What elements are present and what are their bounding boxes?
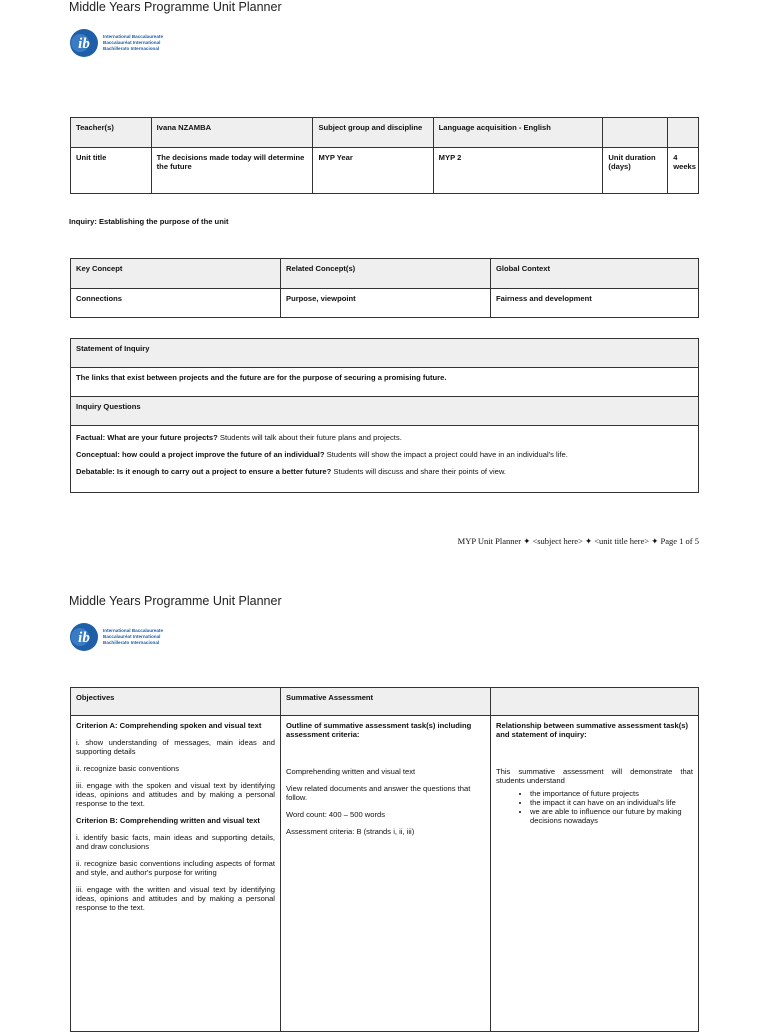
criterion-a-ii: ii. recognize basic conventions <box>76 764 179 773</box>
unit-title-value: The decisions made today will determine the future <box>151 148 313 194</box>
unit-info-table <box>70 117 699 194</box>
key-concept-value: Connections <box>71 289 281 318</box>
page-footer: MYP Unit Planner ✦ <subject here> ✦ <unit title here> ✦ Page 1 of 5 <box>457 536 699 546</box>
myp-year-value: MYP 2 <box>433 148 603 194</box>
duration-label: Unit duration (days) <box>603 148 668 194</box>
key-concept-label: Key Concept <box>71 259 281 289</box>
page-title: Middle Years Programme Unit Planner <box>69 594 282 608</box>
logo-text-line1: International Baccalaureate <box>103 34 163 39</box>
outline-label: Outline of summative assessment task(s) including assessment criteria: <box>286 721 472 739</box>
outline-line-4: Assessment criteria: B (strands i, ii, iii) <box>286 827 415 836</box>
unit-title-label: Unit title <box>71 148 152 194</box>
criterion-b-ii: ii. recognize basic conventions including aspects of format and style, and author's purpose for writing <box>76 859 275 877</box>
criterion-b-iii: iii. engage with the written and visual text by identifying ideas, opinions and attitudes and by making a personal response to the text. <box>76 885 275 912</box>
criterion-b-heading: Criterion B: Comprehending written and visual text <box>76 816 260 825</box>
teacher-value: Ivana NZAMBA <box>151 118 313 148</box>
ib-logo-icon <box>69 28 99 58</box>
statement-table <box>70 338 699 493</box>
list-item: • the impact it can have on an individual's life <box>530 798 693 807</box>
related-concept-label: Related Concept(s) <box>281 259 491 289</box>
outline-line-3: Word count: 400 – 500 words <box>286 810 386 819</box>
statement-label: Statement of Inquiry <box>71 339 699 368</box>
debatable-question: Debatable: Is it enough to carry out a project to ensure a better future? Students will discuss and share their points of view. <box>76 467 507 476</box>
conceptual-question: Conceptual: how could a project improve the future of an individual? Students will show the impact a project could have in an individual's life. <box>76 450 568 459</box>
logo-text-line3: Bachillerato Internacional <box>103 46 160 51</box>
logo-text-line2: Baccalauréat International <box>103 40 161 45</box>
objectives-table <box>70 687 699 1032</box>
duration-value: 4 weeks <box>668 148 699 194</box>
logo-text-line2: Baccalauréat International <box>103 634 161 639</box>
statement-text: The links that exist between projects and the future are for the purpose of securing a promising future. <box>71 368 699 397</box>
criterion-a-i: i. show understanding of messages, main ideas and supporting details <box>76 738 275 756</box>
myp-year-label: MYP Year <box>313 148 433 194</box>
relationship-list <box>496 789 693 825</box>
svg-text:ib: ib <box>78 36 90 52</box>
list-item: • we are able to influence our future by making decisions nowadays <box>530 807 693 825</box>
outline-line-2: View related documents and answer the questions that follow. <box>286 784 471 802</box>
global-context-label: Global Context <box>491 259 699 289</box>
inquiry-heading: Inquiry: Establishing the purpose of the unit <box>69 217 229 226</box>
criterion-a-heading: Criterion A: Comprehending spoken and visual text <box>76 721 262 730</box>
svg-text:ib: ib <box>78 630 90 646</box>
summative-label: Summative Assessment <box>281 688 491 716</box>
factual-question: Factual: What are your future projects? Students will talk about their future plans and projects. <box>76 433 402 442</box>
criterion-a-iii: iii. engage with the spoken and visual text by identifying ideas, opinions and attitudes and by making a personal response to the text. <box>76 781 275 808</box>
ib-logo-icon <box>69 622 99 652</box>
page-title: Middle Years Programme Unit Planner <box>69 0 282 14</box>
inquiry-questions-label: Inquiry Questions <box>71 397 699 426</box>
concepts-table <box>70 258 699 318</box>
objectives-label: Objectives <box>71 688 281 716</box>
teacher-label: Teacher(s) <box>71 118 152 148</box>
logo-text-line3: Bachillerato Internacional <box>103 640 160 645</box>
ib-logo <box>69 620 179 654</box>
ib-logo <box>69 26 179 60</box>
relationship-label: Relationship between summative assessment task(s) and statement of inquiry: <box>496 721 689 739</box>
outline-line-1: Comprehending written and visual text <box>286 767 416 776</box>
criterion-b-i: i. identify basic facts, main ideas and supporting details, and draw conclusions <box>76 833 275 851</box>
related-concept-value: Purpose, viewpoint <box>281 289 491 318</box>
subject-label: Subject group and discipline <box>313 118 433 148</box>
list-item: • the importance of future projects <box>530 789 693 798</box>
logo-text-line1: International Baccalaureate <box>103 628 163 633</box>
relationship-intro: This summative assessment will demonstrate that students understand <box>496 767 693 785</box>
global-context-value: Fairness and development <box>491 289 699 318</box>
subject-value: Language acquisition - English <box>433 118 603 148</box>
